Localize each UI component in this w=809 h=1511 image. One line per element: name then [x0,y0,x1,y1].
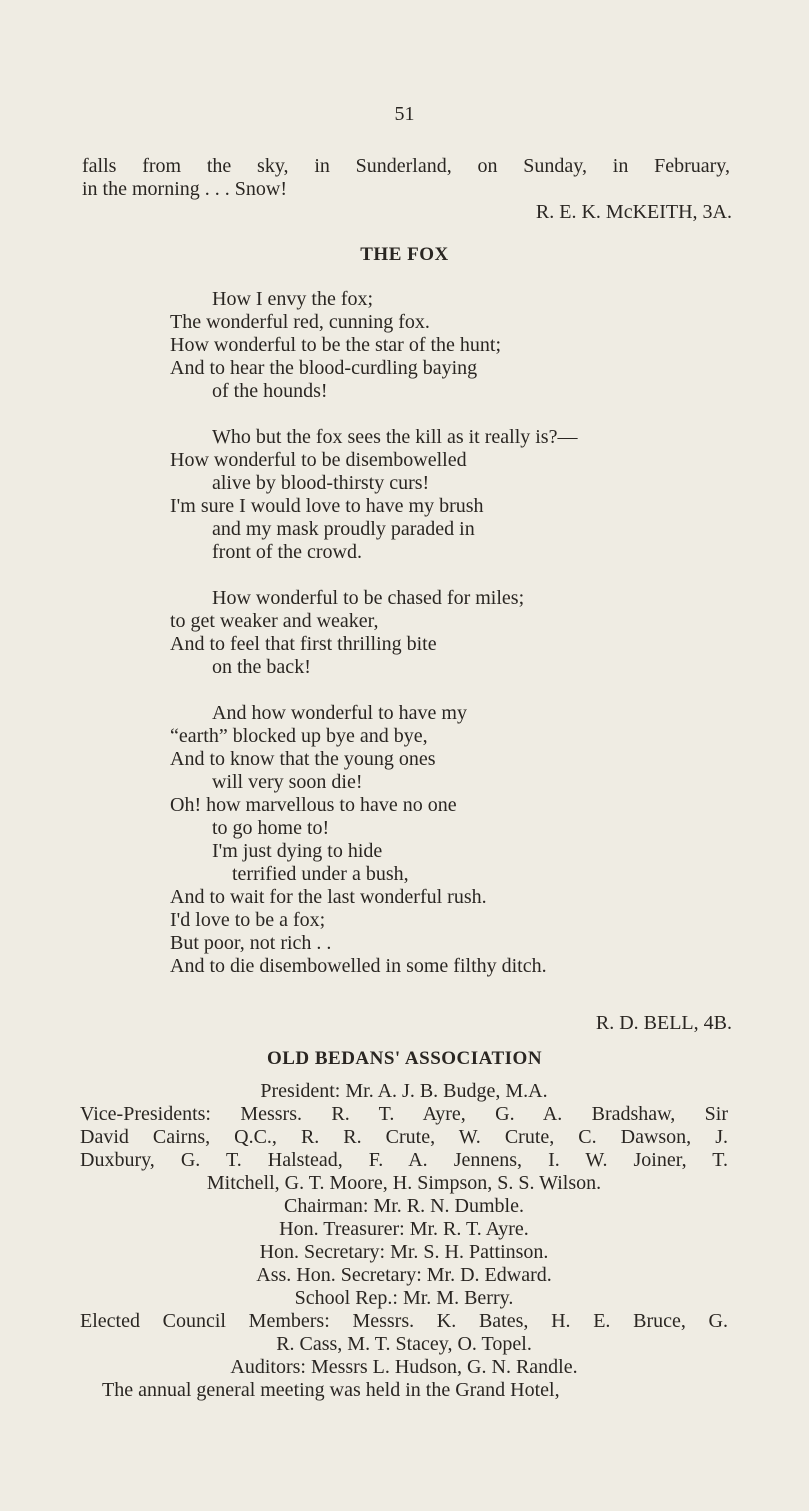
page-number: 51 [394,103,415,125]
poem-line: to go home to! [212,817,330,839]
poem-line: and my mask proudly paraded in [212,518,475,540]
treasurer-line: Hon. Treasurer: Mr. R. T. Ayre. [279,1218,529,1240]
chairman-line: Chairman: Mr. R. N. Dumble. [284,1195,524,1217]
poem-line: terrified under a bush, [232,863,409,885]
poem-line: And to feel that first thrilling bite [170,633,437,655]
poem-line: on the back! [212,656,311,678]
ass-secretary-line: Ass. Hon. Secretary: Mr. D. Edward. [256,1264,552,1286]
poem-line: And to know that the young ones [170,748,436,770]
poem-line: of the hounds! [212,380,328,402]
auditors-line: Auditors: Messrs L. Hudson, G. N. Randle. [230,1356,578,1378]
poem-line: And to die disembowelled in some filthy ditch. [170,955,547,977]
poem-line: Oh! how marvellous to have no one [170,794,457,816]
intro-signature: R. E. K. McKEITH, 3A. [535,201,732,223]
poem-line: I'm sure I would love to have my brush [170,495,484,517]
intro-line: in the morning . . . Snow! [82,178,287,200]
poem-line: But poor, not rich . . [170,932,332,954]
poem-signature: R. D. BELL, 4B. [595,1012,732,1034]
vice-presidents-line: Vice-Presidents: Messrs. R. T. Ayre, G. A. Bradshaw, Sir [80,1103,728,1125]
poem-line: How wonderful to be the star of the hunt; [170,334,502,356]
poem-line: And to wait for the last wonderful rush. [170,886,487,908]
poem-line: alive by blood-thirsty curs! [212,472,430,494]
association-title: OLD BEDANS' ASSOCIATION [266,1048,543,1069]
council-line: Elected Council Members: Messrs. K. Bates, H. E. Bruce, G. [80,1310,728,1332]
vice-presidents-line: David Cairns, Q.C., R. R. Crute, W. Crute, C. Dawson, J. [80,1126,728,1148]
poem-line: The wonderful red, cunning fox. [170,311,430,333]
poem-title: THE FOX [360,244,449,265]
poem-line: I'd love to be a fox; [170,909,326,931]
poem-line: How I envy the fox; [212,288,374,310]
poem-line: And to hear the blood-curdling baying [170,357,478,379]
poem-line: And how wonderful to have my [212,702,467,724]
poem-line: front of the crowd. [212,541,362,563]
poem-line: “earth” blocked up bye and bye, [170,725,428,747]
secretary-line: Hon. Secretary: Mr. S. H. Pattinson. [259,1241,549,1263]
school-rep-line: School Rep.: Mr. M. Berry. [294,1287,514,1309]
poem-line: How wonderful to be chased for miles; [212,587,525,609]
council-line: R. Cass, M. T. Stacey, O. Topel. [276,1333,532,1355]
vice-presidents-line: Duxbury, G. T. Halstead, F. A. Jennens, I. W. Joiner, T. [80,1149,728,1171]
poem-line: I'm just dying to hide [212,840,383,862]
poem-line: will very soon die! [212,771,363,793]
poem-line: to get weaker and weaker, [170,610,379,632]
poem-line: How wonderful to be disembowelled [170,449,467,471]
intro-line: falls from the sky, in Sunderland, on Sunday, in February, [82,155,730,177]
president-line: President: Mr. A. J. B. Budge, M.A. [260,1080,548,1102]
poem-body [170,288,690,978]
poem-line: Who but the fox sees the kill as it really is?— [212,426,578,448]
vice-presidents-line: Mitchell, G. T. Moore, H. Simpson, S. S. Wilson. [206,1172,602,1194]
intro-text [82,155,730,201]
association-body [80,1080,728,1402]
meeting-paragraph: The annual general meeting was held in the Grand Hotel, [102,1379,560,1401]
